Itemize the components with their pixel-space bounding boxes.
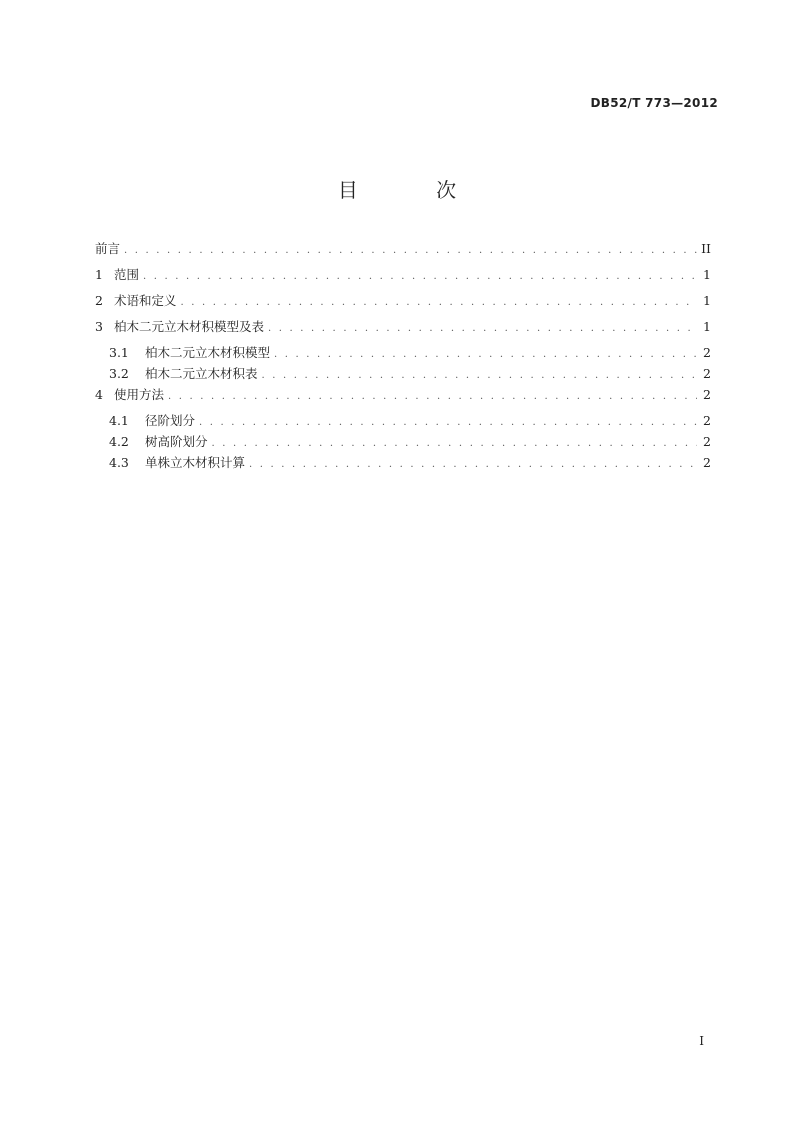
toc-entry[interactable] <box>95 264 711 290</box>
toc-entry-number: 4.2 <box>109 434 129 449</box>
table-of-contents <box>95 238 711 473</box>
toc-entry-label: 前言 <box>95 241 121 256</box>
toc-entry-page: 2 <box>703 366 711 381</box>
toc-entry-page: 2 <box>703 345 711 360</box>
toc-dot-leader <box>212 433 697 454</box>
toc-entry-label: 柏木二元立木材积模型及表 <box>114 319 265 334</box>
toc-entry-page: 1 <box>703 319 711 334</box>
toc-entry-page: 2 <box>703 455 711 470</box>
toc-entry-page: 1 <box>703 267 711 282</box>
toc-dot-leader <box>124 240 697 262</box>
toc-dot-leader <box>249 454 697 475</box>
toc-entry-number: 1 <box>95 267 103 282</box>
toc-entry-number: 3.2 <box>109 366 129 381</box>
toc-dot-leader <box>268 318 697 340</box>
toc-entry-page: 1 <box>703 293 711 308</box>
toc-entry-number: 4.1 <box>109 413 129 428</box>
toc-entry-page: 2 <box>703 413 711 428</box>
page-number: I <box>699 1034 704 1048</box>
toc-entry-number: 3.1 <box>109 345 129 360</box>
toc-entry-number: 2 <box>95 293 103 308</box>
toc-dot-leader <box>181 292 697 314</box>
toc-entry[interactable] <box>95 410 711 431</box>
toc-entry[interactable] <box>95 238 711 264</box>
toc-entry-label: 柏木二元立木材积表 <box>145 366 258 381</box>
toc-dot-leader <box>199 412 697 433</box>
toc-entry-label: 范围 <box>114 267 140 282</box>
toc-entry[interactable] <box>95 342 711 363</box>
toc-entry-number: 4 <box>95 387 103 402</box>
toc-entry-number: 4.3 <box>109 455 129 470</box>
toc-dot-leader <box>143 266 697 288</box>
toc-entry[interactable] <box>95 316 711 342</box>
toc-entry-number: 3 <box>95 319 103 334</box>
toc-entry-page: II <box>701 241 711 256</box>
toc-title: 目 次 <box>337 178 493 202</box>
toc-entry-label: 术语和定义 <box>114 293 177 308</box>
toc-entry-page: 2 <box>703 434 711 449</box>
toc-dot-leader <box>274 344 697 365</box>
toc-entry[interactable] <box>95 431 711 452</box>
toc-dot-leader <box>262 365 697 386</box>
toc-entry-label: 径阶划分 <box>145 413 196 428</box>
toc-entry[interactable] <box>95 384 711 410</box>
toc-dot-leader <box>168 386 697 408</box>
toc-entry[interactable] <box>95 290 711 316</box>
toc-entry-label: 树高阶划分 <box>145 434 208 449</box>
toc-entry[interactable] <box>95 452 711 473</box>
toc-entry-label: 单株立木材积计算 <box>145 455 246 470</box>
toc-entry-page: 2 <box>703 387 711 402</box>
toc-entry-label: 使用方法 <box>114 387 165 402</box>
toc-entry[interactable] <box>95 363 711 384</box>
toc-entry-label: 柏木二元立木材积模型 <box>145 345 271 360</box>
document-code: DB52/T 773—2012 <box>590 96 718 110</box>
